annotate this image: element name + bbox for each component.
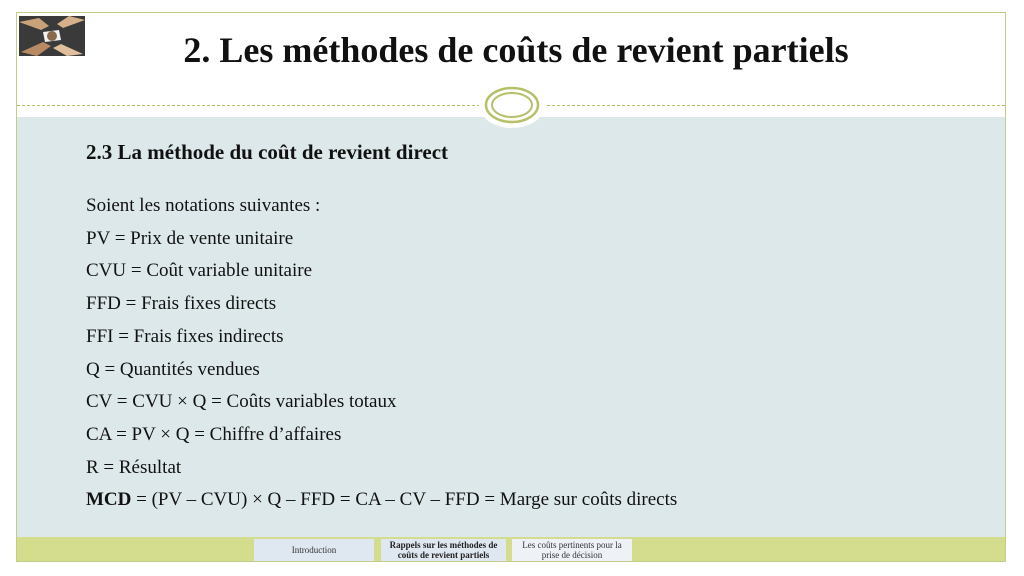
mcd-formula: = (PV – CVU) × Q – FFD = CA – CV – FFD = Marge sur coûts directs <box>131 489 678 511</box>
mcd-key: MCD <box>86 489 132 511</box>
notation-list <box>86 190 677 517</box>
notation-item-ffd: FFD = Frais fixes directs <box>86 293 277 315</box>
notation-item-r: R = Résultat <box>86 456 182 478</box>
notation-item-ca: CA = PV × Q = Chiffre d’affaires <box>86 423 342 445</box>
section-subtitle: 2.3 La méthode du coût de revient direct <box>86 140 449 164</box>
notation-item-pv: PV = Prix de vente unitaire <box>86 227 294 249</box>
nav-tab-introduction[interactable]: Introduction <box>254 539 374 561</box>
notation-item-q: Q = Quantités vendues <box>86 358 260 380</box>
footer-bar <box>17 537 1005 561</box>
nav-tab-rappels[interactable]: Rappels sur les méthodes de coûts de revient partiels <box>381 539 506 561</box>
page-title: 2. Les méthodes de coûts de revient partiels <box>183 30 849 70</box>
hands-logo-icon <box>19 16 85 56</box>
notation-item-cvu: CVU = Coût variable unitaire <box>86 260 312 282</box>
notation-intro: Soient les notations suivantes : <box>86 195 321 216</box>
notation-item-mcd <box>86 484 677 517</box>
notation-item-cv: CV = CVU × Q = Coûts variables totaux <box>86 391 397 413</box>
nav-tab-couts-pertinents[interactable]: Les coûts pertinents pour la prise de décision <box>512 539 632 561</box>
double-ring-ornament-icon <box>477 80 547 130</box>
notation-item-ffi: FFI = Frais fixes indirects <box>86 325 284 347</box>
